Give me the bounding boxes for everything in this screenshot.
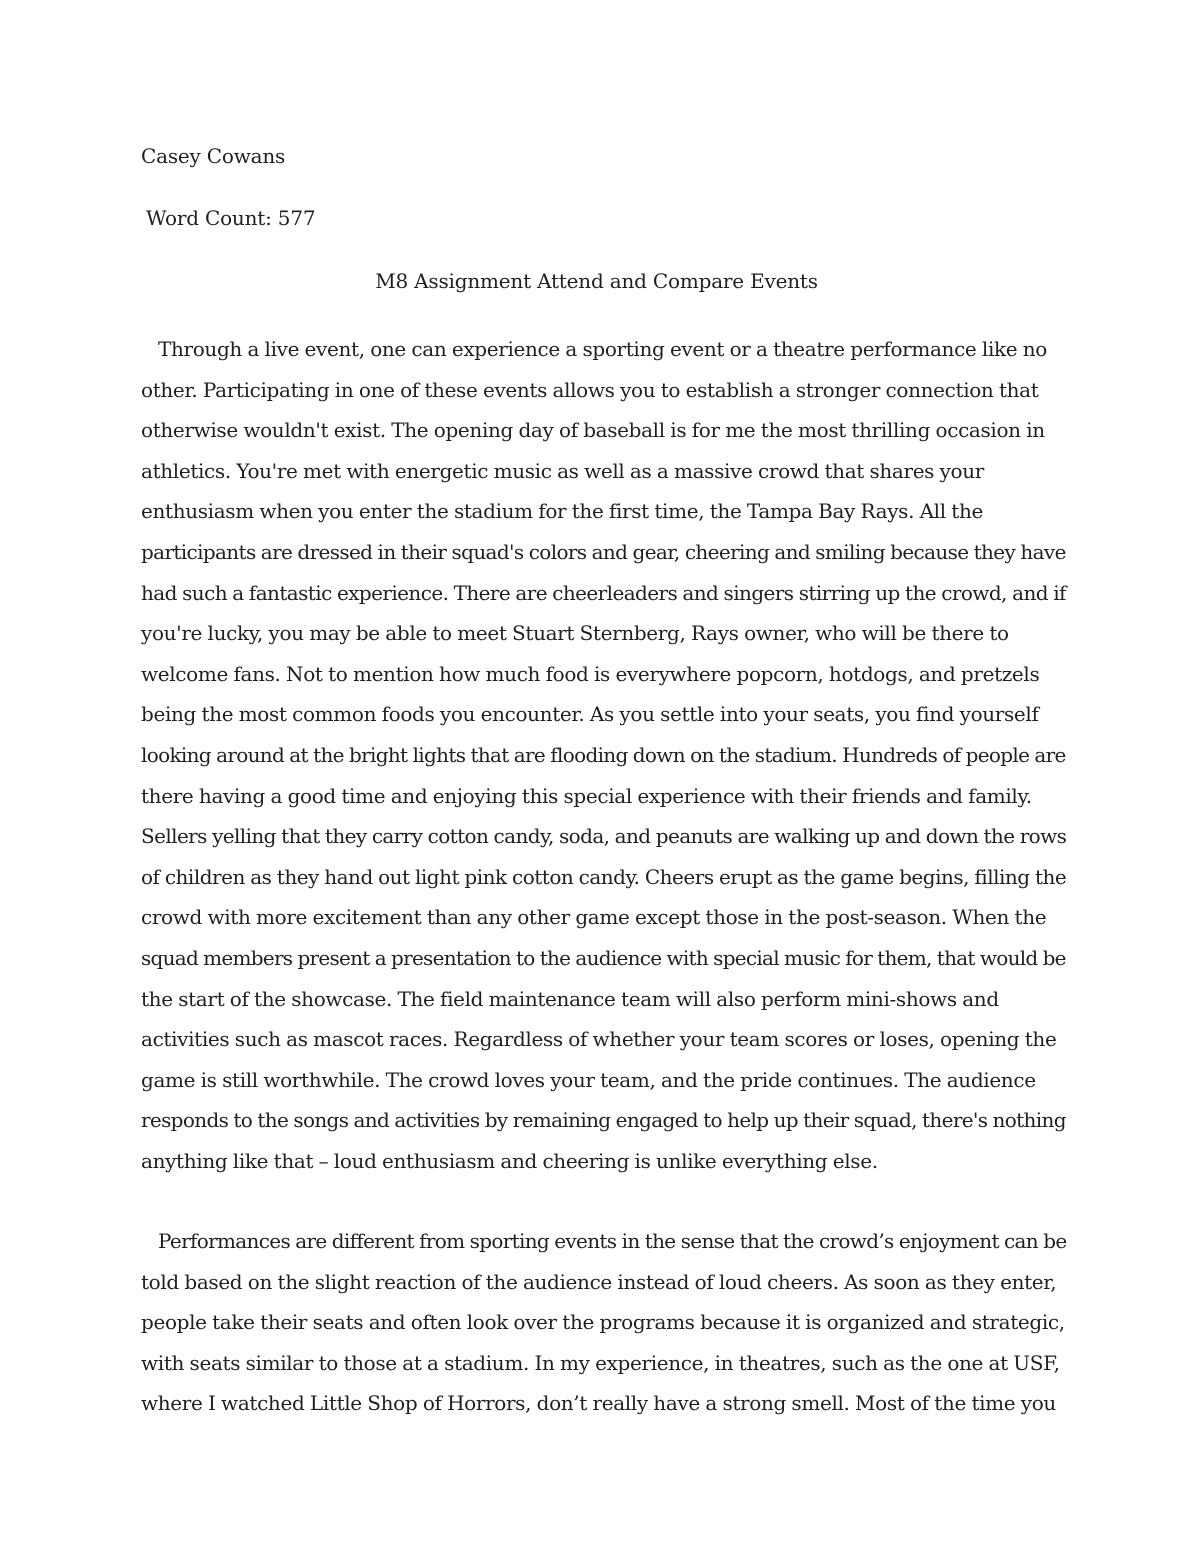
text-line: athletics. You're met with energetic music as well as a massive crowd that shares your [141,458,984,483]
paragraph-2 [141,1221,1071,1424]
text-line: looking around at the bright lights that are flooding down on the stadium. Hundreds of people are [141,742,1066,767]
text-line: Performances are different from sporting events in the sense that the crowd’s enjoyment can be [158,1229,1067,1253]
text-line: where I watched Little Shop of Horrors, don’t really have a strong smell. Most of the time you [141,1391,1056,1416]
text-line: with seats similar to those at a stadium. In my experience, in theatres, such as the one at USF, [141,1350,1060,1375]
text-line: of children as they hand out light pink cotton candy. Cheers erupt as the game begins, filling the [141,864,1067,889]
text-line: told based on the slight reaction of the audience instead of loud cheers. As soon as they enter, [141,1269,1057,1294]
paragraph-1 [141,329,1071,1181]
text-line: you're lucky, you may be able to meet Stuart Sternberg, Rays owner, who will be there to [141,621,1009,646]
text-line: responds to the songs and activities by remaining engaged to help up their squad, there's nothing [141,1108,1066,1133]
text-line: being the most common foods you encounter. As you settle into your seats, you find yourself [141,702,1039,727]
text-line: otherwise wouldn't exist. The opening day of baseball is for me the most thrilling occasion in [141,418,1045,443]
text-line: anything like that – loud enthusiasm and cheering is unlike everything else. [141,1148,878,1173]
word-count: Word Count: 577 [146,206,316,230]
text-line: the start of the showcase. The field maintenance team will also perform mini-shows and [141,986,999,1011]
author-name: Casey Cowans [141,144,286,168]
text-line: crowd with more excitement than any other game except those in the post-season. When the [141,905,1047,930]
text-line: people take their seats and often look over the programs because it is organized and strategic, [141,1310,1065,1335]
text-line: game is still worthwhile. The crowd loves your team, and the pride continues. The audience [141,1067,1036,1092]
text-line: Sellers yelling that they carry cotton candy, soda, and peanuts are walking up and down the rows [141,824,1067,849]
text-line: welcome fans. Not to mention how much food is everywhere popcorn, hotdogs, and pretzels [141,661,1040,686]
text-line: activities such as mascot races. Regardless of whether your team scores or loses, opening the [141,1027,1057,1052]
text-line: there having a good time and enjoying this special experience with their friends and family. [141,783,1032,808]
text-line: enthusiasm when you enter the stadium for the first time, the Tampa Bay Rays. All the [141,499,983,524]
text-line: squad members present a presentation to the audience with special music for them, that would be [141,945,1066,970]
text-line: Through a live event, one can experience a sporting event or a theatre performance like no [158,337,1047,361]
text-line: other. Participating in one of these events allows you to establish a stronger connection that [141,377,1039,402]
document-title: M8 Assignment Attend and Compare Events [375,269,818,293]
text-line: had such a fantastic experience. There are cheerleaders and singers stirring up the crowd, and if [141,580,1066,605]
text-line: participants are dressed in their squad's colors and gear, cheering and smiling because they have [141,539,1066,564]
